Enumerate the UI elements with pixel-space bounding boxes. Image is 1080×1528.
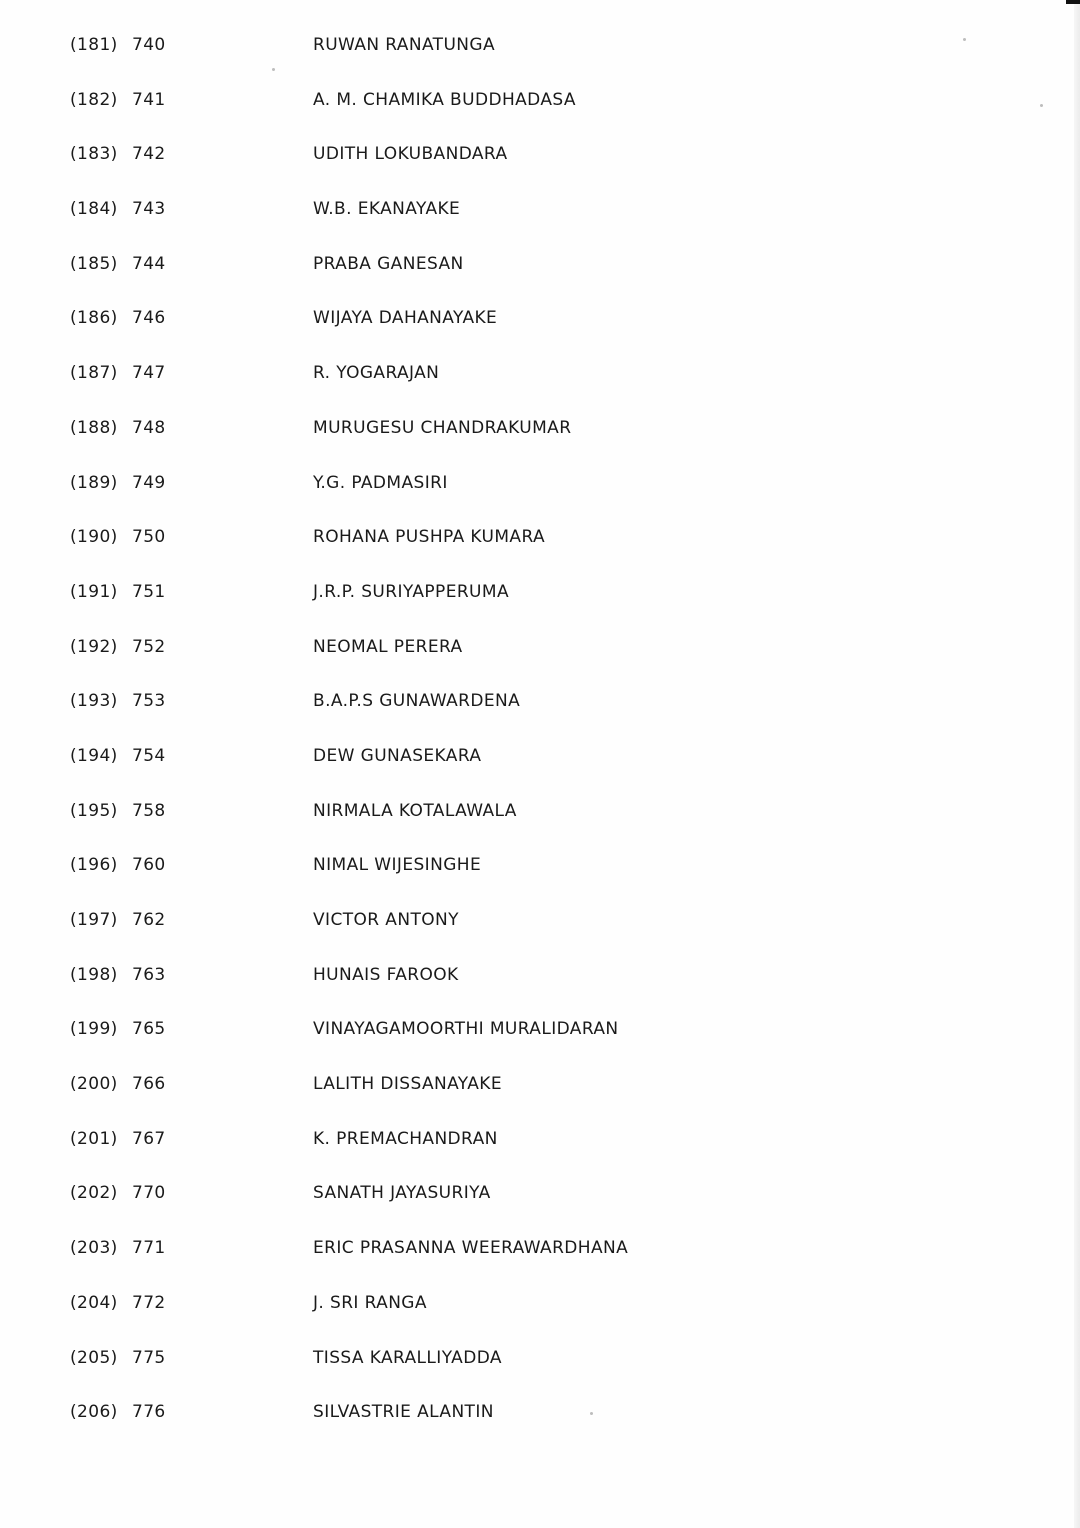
entry-name: R. YOGARAJAN — [313, 363, 440, 384]
entry-name: WIJAYA DAHANAYAKE — [313, 308, 498, 329]
list-item — [0, 401, 1080, 456]
list-item — [0, 1112, 1080, 1167]
list-item — [0, 893, 1080, 948]
list-item — [0, 456, 1080, 511]
entry-index: (184) — [70, 199, 118, 220]
entry-index: (205) — [70, 1347, 118, 1368]
entry-code: 766 — [132, 1074, 166, 1095]
entry-name: Y.G. PADMASIRI — [313, 472, 448, 493]
entry-index: (198) — [70, 964, 118, 985]
entry-name: PRABA GANESAN — [313, 253, 464, 274]
entry-name: SILVASTRIE ALANTIN — [313, 1402, 494, 1423]
name-list — [0, 18, 1080, 1440]
entry-index: (182) — [70, 89, 118, 110]
entry-code: 743 — [132, 199, 166, 220]
list-item — [0, 1276, 1080, 1331]
entry-index: (204) — [70, 1292, 118, 1313]
entry-name: J. SRI RANGA — [313, 1292, 427, 1313]
entry-code: 754 — [132, 745, 166, 766]
entry-index: (194) — [70, 745, 118, 766]
entry-code: 762 — [132, 910, 166, 930]
entry-name: RUWAN RANATUNGA — [313, 35, 496, 55]
list-item — [0, 838, 1080, 893]
entry-code: 760 — [132, 855, 166, 876]
entry-name: B.A.P.S GUNAWARDENA — [313, 691, 521, 712]
entry-index: (181) — [70, 35, 118, 55]
entry-index: (190) — [70, 527, 118, 548]
entry-name: VICTOR ANTONY — [313, 910, 459, 930]
entry-name: MURUGESU CHANDRAKUMAR — [313, 417, 572, 438]
entry-code: 770 — [132, 1183, 166, 1204]
list-item — [0, 182, 1080, 237]
list-item — [0, 565, 1080, 620]
entry-code: 746 — [132, 308, 166, 329]
entry-index: (195) — [70, 800, 118, 821]
list-item — [0, 729, 1080, 784]
entry-index: (200) — [70, 1074, 118, 1095]
entry-index: (203) — [70, 1238, 118, 1259]
list-item — [0, 127, 1080, 182]
entry-name: VINAYAGAMOORTHI MURALIDARAN — [313, 1019, 619, 1040]
list-item — [0, 1221, 1080, 1276]
entry-code: 767 — [132, 1128, 166, 1149]
list-item — [0, 237, 1080, 292]
entry-code: 751 — [132, 581, 166, 602]
list-item — [0, 510, 1080, 565]
entry-index: (193) — [70, 691, 118, 712]
entry-name: LALITH DISSANAYAKE — [313, 1074, 502, 1095]
entry-code: 747 — [132, 363, 166, 384]
entry-code: 771 — [132, 1238, 166, 1259]
entry-code: 752 — [132, 636, 166, 657]
entry-index: (206) — [70, 1402, 118, 1423]
entry-name: K. PREMACHANDRAN — [313, 1128, 498, 1149]
entry-name: TISSA KARALLIYADDA — [313, 1347, 502, 1368]
entry-index: (191) — [70, 581, 118, 602]
entry-code: 740 — [132, 35, 166, 55]
entry-code: 744 — [132, 253, 166, 274]
entry-name: A. M. CHAMIKA BUDDHADASA — [313, 89, 576, 110]
entry-name: NIMAL WIJESINGHE — [313, 855, 482, 876]
entry-index: (192) — [70, 636, 118, 657]
entry-index: (183) — [70, 144, 118, 165]
entry-name: NEOMAL PERERA — [313, 636, 463, 657]
list-item — [0, 1166, 1080, 1221]
entry-code: 741 — [132, 89, 166, 110]
list-item — [0, 291, 1080, 346]
entry-name: ERIC PRASANNA WEERAWARDHANA — [313, 1238, 629, 1259]
list-item — [0, 1331, 1080, 1386]
list-item — [0, 346, 1080, 401]
list-item — [0, 620, 1080, 675]
entry-name: NIRMALA KOTALAWALA — [313, 800, 517, 821]
list-item — [0, 18, 1080, 73]
entry-code: 765 — [132, 1019, 166, 1040]
entry-name: UDITH LOKUBANDARA — [313, 144, 508, 165]
list-item — [0, 674, 1080, 729]
scan-corner-mark — [1066, 0, 1080, 4]
entry-code: 742 — [132, 144, 166, 165]
list-item — [0, 1002, 1080, 1057]
entry-name: J.R.P. SURIYAPPERUMA — [313, 581, 509, 602]
entry-index: (196) — [70, 855, 118, 876]
entry-index: (186) — [70, 308, 118, 329]
list-item — [0, 784, 1080, 839]
entry-code: 749 — [132, 472, 166, 493]
entry-index: (188) — [70, 417, 118, 438]
list-item — [0, 1057, 1080, 1112]
entry-index: (202) — [70, 1183, 118, 1204]
entry-name: HUNAIS FAROOK — [313, 964, 459, 985]
entry-code: 758 — [132, 800, 166, 821]
entry-code: 753 — [132, 691, 166, 712]
entry-index: (189) — [70, 472, 118, 493]
list-item — [0, 73, 1080, 128]
entry-code: 748 — [132, 417, 166, 438]
entry-index: (201) — [70, 1128, 118, 1149]
entry-name: ROHANA PUSHPA KUMARA — [313, 527, 546, 548]
entry-index: (197) — [70, 910, 118, 930]
entry-code: 763 — [132, 964, 166, 985]
entry-code: 775 — [132, 1347, 166, 1368]
entry-name: DEW GUNASEKARA — [313, 745, 482, 766]
entry-index: (187) — [70, 363, 118, 384]
entry-index: (185) — [70, 253, 118, 274]
entry-name: SANATH JAYASURIYA — [313, 1183, 491, 1204]
entry-code: 776 — [132, 1402, 166, 1423]
entry-name: W.B. EKANAYAKE — [313, 199, 461, 220]
entry-code: 750 — [132, 527, 166, 548]
list-item — [0, 1385, 1080, 1440]
entry-index: (199) — [70, 1019, 118, 1040]
list-item — [0, 948, 1080, 1003]
entry-code: 772 — [132, 1292, 166, 1313]
